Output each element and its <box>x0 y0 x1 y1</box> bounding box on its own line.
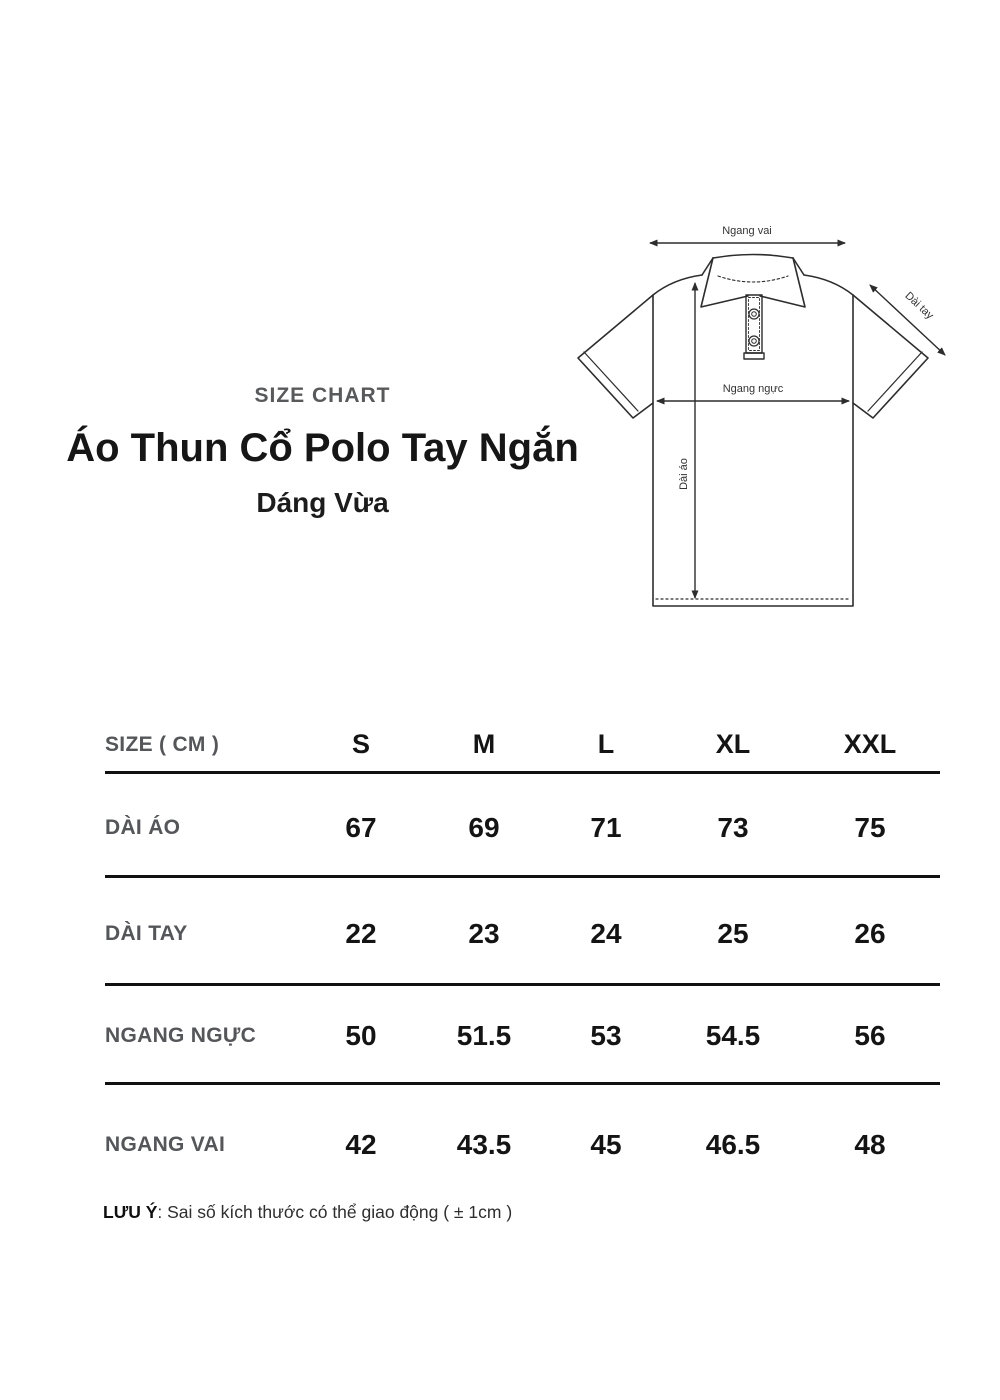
cell-value: 22 <box>345 917 377 949</box>
cell-value: 50 <box>345 1020 377 1051</box>
cell-value: 46.5 <box>705 1128 761 1160</box>
size-col-header-m: M <box>472 729 496 759</box>
tolerance-note-text: : Sai số kích thước có thể giao động ( ± 1cm ) <box>157 1202 513 1222</box>
cell-value: 51.5 <box>456 1020 512 1051</box>
table-row-dai-ao <box>105 774 940 875</box>
size-chart-eyebrow: SIZE CHART <box>254 384 391 407</box>
sleeve-length-label: Dài tay <box>902 289 936 322</box>
fit-subtitle: Dáng Vừa <box>256 487 389 518</box>
cell-value: 69 <box>468 811 500 843</box>
table-row-dai-tay <box>105 878 940 983</box>
cell-value: 56 <box>854 1020 886 1051</box>
cell-value: 73 <box>717 811 749 843</box>
measurement-arrows <box>650 243 945 598</box>
row-label: NGANG NGỰC <box>105 1024 257 1047</box>
size-col-header-s: S <box>351 729 370 759</box>
table-header-row <box>105 718 940 771</box>
table-row-ngang-nguc <box>105 986 940 1082</box>
product-title: Áo Thun Cổ Polo Tay Ngắn <box>66 426 579 470</box>
cell-value: 54.5 <box>705 1020 761 1051</box>
cell-value: 25 <box>717 917 749 949</box>
polo-measurement-diagram <box>545 212 975 622</box>
size-table <box>105 718 940 1190</box>
table-row-ngang-vai <box>105 1085 940 1190</box>
cell-value: 53 <box>590 1020 622 1051</box>
chest-width-label: Ngang ngực <box>722 383 784 395</box>
row-label: DÀI ÁO <box>105 815 181 839</box>
cell-value: 71 <box>590 811 622 843</box>
size-col-header-xl: XL <box>715 729 751 759</box>
shoulder-width-label: Ngang vai <box>722 225 772 237</box>
cell-value: 23 <box>468 917 500 949</box>
tolerance-note-prefix: LƯU Ý <box>103 1202 158 1222</box>
cell-value: 42 <box>345 1128 377 1160</box>
size-col-header-xxl: XXL <box>843 729 897 759</box>
row-label: DÀI TAY <box>105 921 188 945</box>
size-col-header-l: L <box>597 729 615 759</box>
cell-value: 26 <box>854 917 886 949</box>
cell-value: 45 <box>590 1128 622 1160</box>
size-unit-header: SIZE ( CM ) <box>105 732 220 756</box>
cell-value: 75 <box>854 811 886 843</box>
cell-value: 24 <box>590 917 622 949</box>
tolerance-note <box>103 1202 512 1223</box>
polo-shirt-outline <box>578 255 928 607</box>
cell-value: 43.5 <box>456 1128 512 1160</box>
cell-value: 67 <box>345 811 377 843</box>
shirt-length-label: Dài áo <box>678 458 690 490</box>
cell-value: 48 <box>854 1128 886 1160</box>
row-label: NGANG VAI <box>105 1132 226 1156</box>
